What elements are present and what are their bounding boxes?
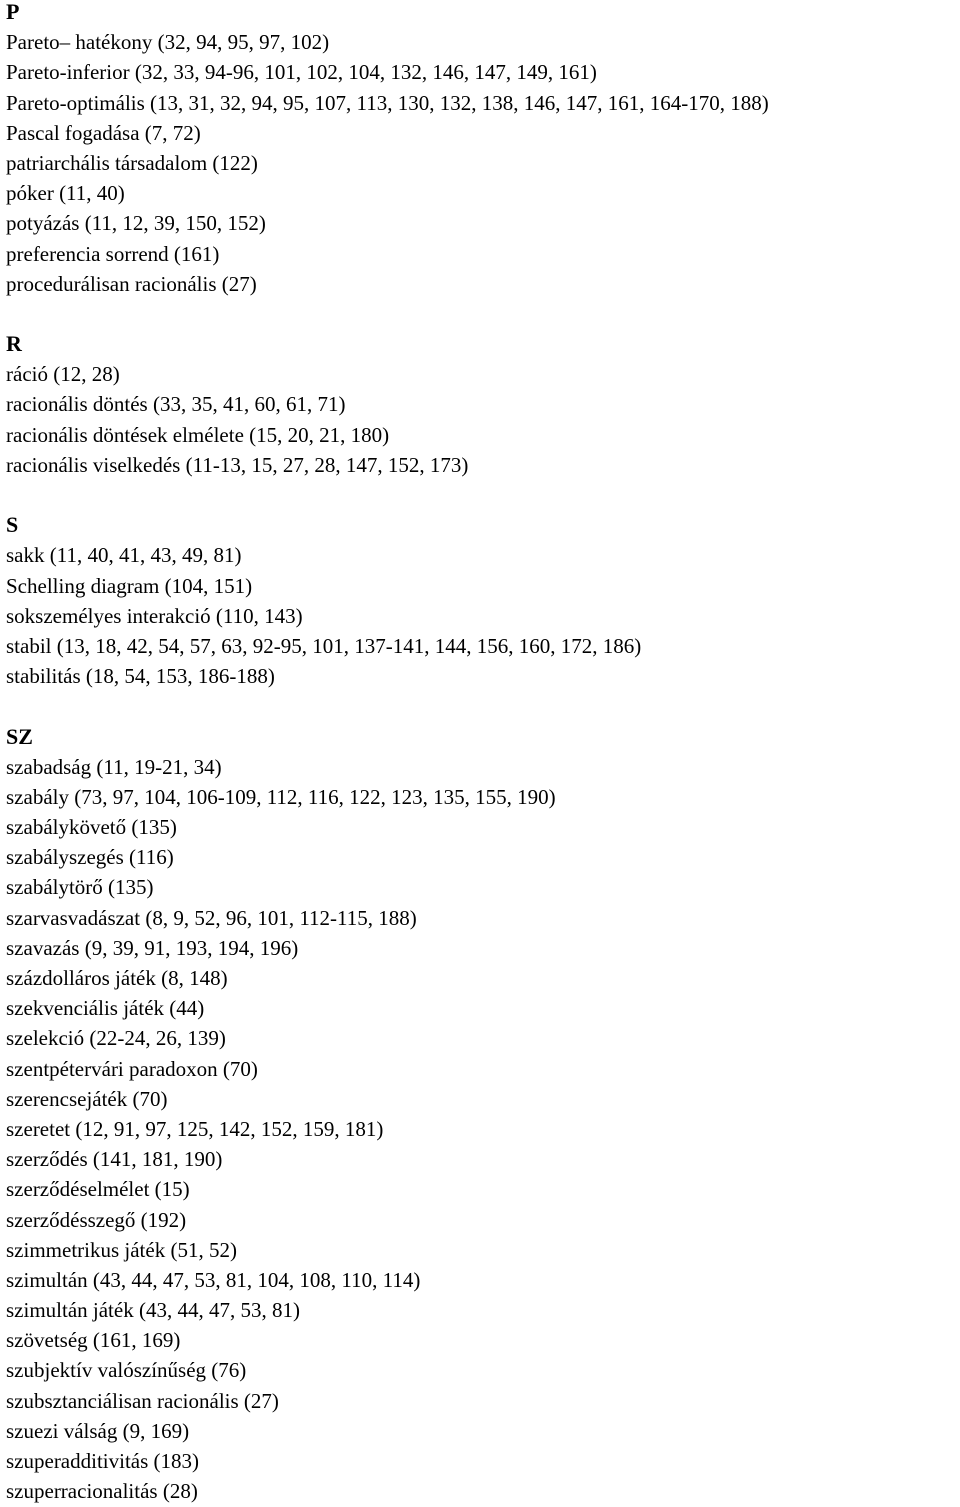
index-entry: szuezi válság (9, 169) — [6, 1418, 190, 1443]
index-entry: szabály (73, 97, 104, 106-109, 112, 116, 122, 123, 135, 155, 190) — [6, 784, 556, 809]
index-entry: szelekció (22-24, 26, 139) — [6, 1026, 226, 1051]
section-letter: P — [6, 0, 20, 24]
section-letter: SZ — [6, 723, 33, 749]
section-letter: R — [6, 331, 22, 357]
index-entry: szerződés (141, 181, 190) — [6, 1147, 223, 1172]
index-entry: ráció (12, 28) — [6, 362, 120, 387]
index-entry: szimultán (43, 44, 47, 53, 81, 104, 108, 110, 114) — [6, 1267, 421, 1292]
index-entry: szarvasvadászat (8, 9, 52, 96, 101, 112-115, 188) — [6, 905, 417, 930]
index-entry: szuperracionalitás (28) — [6, 1479, 198, 1504]
index-entry: szubjektív valószínűség (76) — [6, 1358, 247, 1383]
section-spacer — [6, 299, 956, 329]
index-entry: Pareto-optimális (13, 31, 32, 94, 95, 107, 113, 130, 132, 138, 146, 147, 161, 164-170, 188) — [6, 90, 769, 115]
index-entry: szekvenciális játék (44) — [6, 996, 205, 1021]
index-entry: szerencsejáték (70) — [6, 1086, 168, 1111]
section-spacer — [6, 480, 956, 510]
index-entry: szabálykövető (135) — [6, 815, 177, 840]
index-section-s — [6, 510, 956, 691]
index-page — [6, 0, 956, 1506]
index-entry: sakk (11, 40, 41, 43, 49, 81) — [6, 543, 242, 568]
index-entry: stabil (13, 18, 42, 54, 57, 63, 92-95, 101, 137-141, 144, 156, 160, 172, 186) — [6, 633, 642, 658]
index-entry: patriarchális társadalom (122) — [6, 150, 258, 175]
index-entry: Schelling diagram (104, 151) — [6, 573, 253, 598]
index-entry: potyázás (11, 12, 39, 150, 152) — [6, 211, 266, 236]
index-entry: póker (11, 40) — [6, 181, 125, 206]
index-entry: szentpétervári paradoxon (70) — [6, 1056, 258, 1081]
index-section-sz — [6, 722, 956, 1507]
section-letter: S — [6, 512, 19, 538]
index-entry: szabálytörő (135) — [6, 875, 154, 900]
index-entry: szimultán játék (43, 44, 47, 53, 81) — [6, 1298, 300, 1323]
index-entry: szimmetrikus játék (51, 52) — [6, 1237, 237, 1262]
section-spacer — [6, 691, 956, 721]
index-entry: szeretet (12, 91, 97, 125, 142, 152, 159, 181) — [6, 1116, 384, 1141]
index-entry: racionális viselkedés (11-13, 15, 27, 28, 147, 152, 173) — [6, 452, 469, 477]
index-entry: szerződésszegő (192) — [6, 1207, 187, 1232]
index-entry: szubsztanciálisan racionális (27) — [6, 1388, 279, 1413]
index-entry: szerződéselmélet (15) — [6, 1177, 190, 1202]
index-entry: szuperadditivitás (183) — [6, 1449, 200, 1473]
index-entry: Pascal fogadása (7, 72) — [6, 120, 201, 145]
index-section-r — [6, 329, 956, 480]
index-entry: sokszemélyes interakció (110, 143) — [6, 603, 303, 628]
index-entry: racionális döntések elmélete (15, 20, 21, 180) — [6, 422, 390, 447]
index-section-p — [6, 0, 956, 299]
index-entry: stabilitás (18, 54, 153, 186-188) — [6, 664, 275, 689]
index-entry: százdolláros játék (8, 148) — [6, 966, 228, 990]
index-entry: szavazás (9, 39, 91, 193, 194, 196) — [6, 935, 299, 960]
index-entry: szabadság (11, 19-21, 34) — [6, 754, 222, 779]
index-entry: Pareto– hatékony (32, 94, 95, 97, 102) — [6, 30, 330, 55]
index-entry: racionális döntés (33, 35, 41, 60, 61, 71) — [6, 392, 346, 417]
index-entry: szövetség (161, 169) — [6, 1328, 181, 1353]
index-entry: Pareto-inferior (32, 33, 94-96, 101, 102, 104, 132, 146, 147, 149, 161) — [6, 60, 597, 85]
index-entry: preferencia sorrend (161) — [6, 241, 220, 266]
index-entry: procedurálisan racionális (27) — [6, 271, 257, 296]
index-entry: szabályszegés (116) — [6, 845, 174, 870]
